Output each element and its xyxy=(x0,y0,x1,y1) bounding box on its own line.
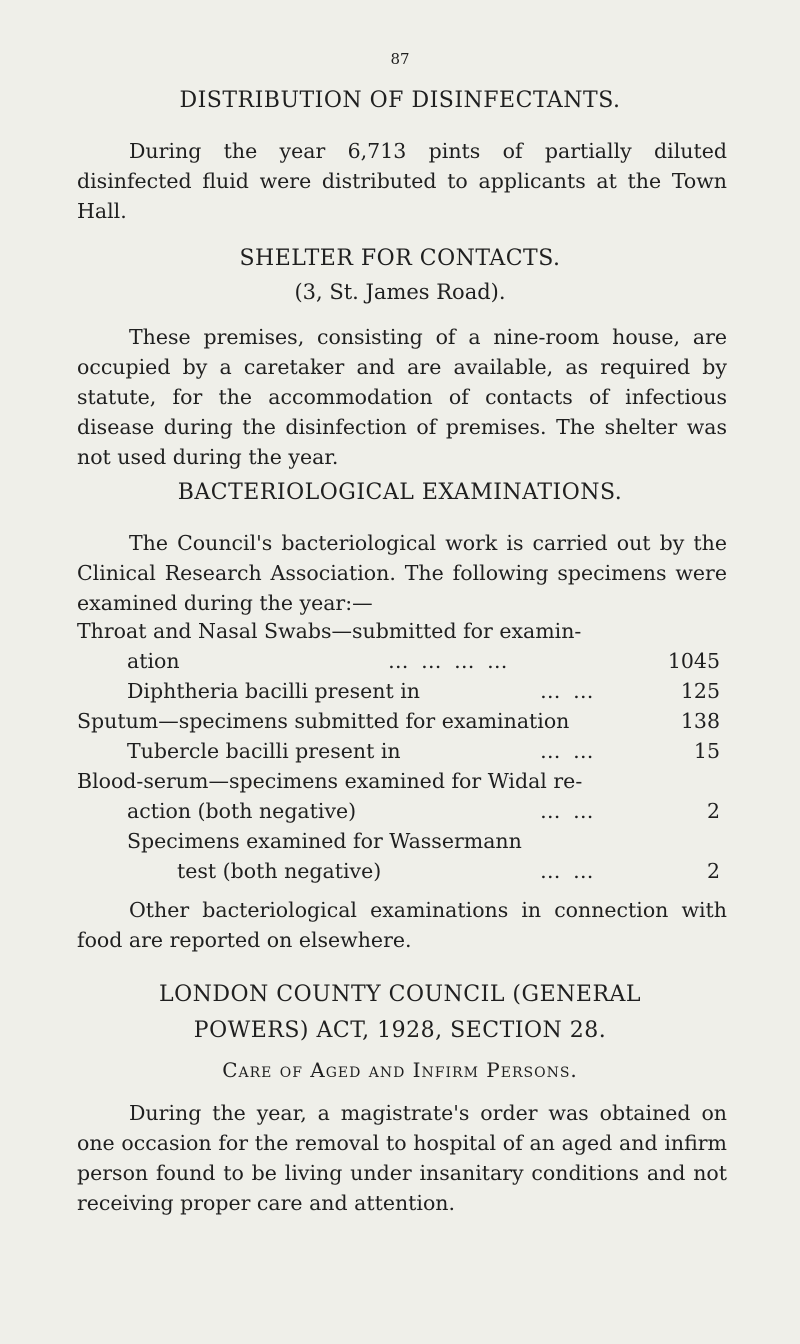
table-row-label: Diphtheria bacilli present in xyxy=(127,679,420,703)
table-row-label: Blood-serum—specimens examined for Widal re- xyxy=(77,769,583,793)
table-row-label: Tubercle bacilli present in xyxy=(127,739,401,763)
paragraph-other-examinations xyxy=(77,895,727,955)
leader-dots: … … xyxy=(540,739,597,763)
shelter-address: (3, St. James Road). xyxy=(294,280,506,304)
subheading-care-of-aged: Care of Aged and Infirm Persons. xyxy=(222,1058,578,1082)
table-row-value: 125 xyxy=(680,679,720,703)
heading-lcc-act-line1: LONDON COUNTY COUNCIL (GENERAL xyxy=(158,982,642,1007)
table-row-label: Sputum—specimens submitted for examination xyxy=(77,709,570,733)
heading-bacteriological-examinations: BACTERIOLOGICAL EXAMINATIONS. xyxy=(177,480,623,505)
paragraph-shelter xyxy=(77,322,727,472)
paragraph-disinfectants-text: During the year 6,713 pints of partially diluted disinfected fluid were distributed to applicants at the Town Hall. xyxy=(77,139,727,223)
table-row-label-continued: ation xyxy=(127,649,180,673)
leader-dots: … … xyxy=(540,679,597,703)
table-row-label: Throat and Nasal Swabs—submitted for examin- xyxy=(77,619,582,643)
table-row-value: 1045 xyxy=(667,649,720,673)
paragraph-aged-infirm-text: During the year, a magistrate's order was obtained on one occasion for the removal to hospital of an aged and infirm person found to be living under insanitary conditions and not receiving proper care and attention. xyxy=(77,1101,727,1215)
heading-distribution-of-disinfectants: DISTRIBUTION OF DISINFECTANTS. xyxy=(179,88,621,113)
page-number: 87 xyxy=(390,50,410,68)
paragraph-shelter-text: These premises, consisting of a nine-room house, are occupied by a caretaker and are available, as required by statute, for the accommodation of contacts of infectious disease during the disinfection of premises. The shelter was not used during the year. xyxy=(77,325,727,469)
table-row-value: 2 xyxy=(706,799,720,823)
table-row-label-continued: action (both negative) xyxy=(127,799,357,823)
paragraph-bacteriological-intro xyxy=(77,528,727,618)
paragraph-bacteriological-intro-text: The Council's bacteriological work is carried out by the Clinical Research Association. The following specimens were examined during the year:— xyxy=(77,531,727,615)
leader-dots: … … xyxy=(540,799,597,823)
paragraph-aged-infirm xyxy=(77,1098,727,1218)
heading-lcc-act-line2: POWERS) ACT, 1928, SECTION 28. xyxy=(193,1018,607,1043)
table-row-label-continued: test (both negative) xyxy=(177,859,382,883)
leader-dots: … … xyxy=(540,859,597,883)
table-row-label: Specimens examined for Wassermann xyxy=(127,829,522,853)
paragraph-other-examinations-text: Other bacteriological examinations in connection with food are reported on elsewhere. xyxy=(77,898,727,952)
table-row-value: 2 xyxy=(706,859,720,883)
paragraph-disinfectants xyxy=(77,136,727,226)
table-row-value: 138 xyxy=(680,709,720,733)
leader-dots: … … … … xyxy=(388,649,511,673)
table-row-value: 15 xyxy=(693,739,720,763)
heading-shelter-for-contacts: SHELTER FOR CONTACTS. xyxy=(239,246,561,271)
